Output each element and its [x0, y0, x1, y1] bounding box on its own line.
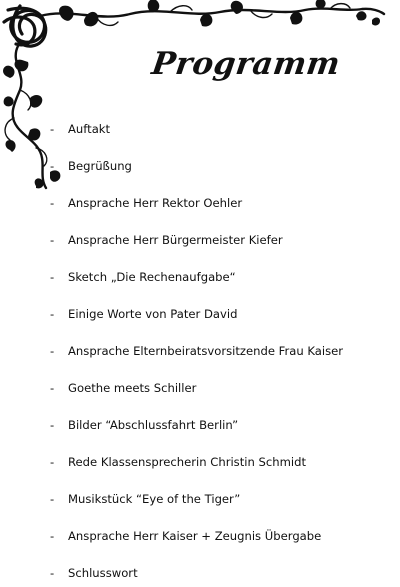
list-item-text: Sketch „Die Rechenaufgabe“ — [68, 270, 236, 284]
list-dash: - — [50, 344, 55, 358]
list-item — [50, 267, 236, 287]
list-dash: - — [50, 566, 55, 580]
list-item — [50, 563, 138, 583]
list-item-text: Einige Worte von Pater David — [68, 307, 238, 321]
list-item-text: Schlusswort — [68, 566, 138, 580]
list-dash: - — [50, 196, 55, 210]
list-item — [50, 230, 283, 250]
list-dash: - — [50, 159, 55, 173]
list-item — [50, 415, 238, 435]
list-item-text: Ansprache Herr Kaiser + Zeugnis Übergabe — [68, 529, 322, 543]
list-item — [50, 452, 306, 472]
list-item-text: Ansprache Herr Rektor Oehler — [68, 196, 243, 210]
list-item — [50, 304, 237, 324]
list-dash: - — [50, 233, 55, 247]
list-dash: - — [50, 529, 55, 543]
list-item-text: Rede Klassensprecherin Christin Schmidt — [68, 455, 307, 469]
list-item-text: Goethe meets Schiller — [68, 381, 197, 395]
list-dash: - — [50, 381, 55, 395]
list-item — [50, 489, 240, 509]
list-item — [50, 526, 321, 546]
list-item — [50, 156, 132, 176]
list-item-text: Ansprache Elternbeiratsvorsitzende Frau Kaiser — [68, 344, 344, 358]
list-item — [50, 341, 343, 361]
list-dash: - — [50, 418, 55, 432]
list-dash: - — [50, 492, 55, 506]
list-item — [50, 119, 110, 139]
list-item-text: Ansprache Herr Bürgermeister Kiefer — [68, 233, 283, 247]
page-title: Programm — [149, 46, 343, 82]
list-dash: - — [50, 270, 55, 284]
list-dash: - — [50, 455, 55, 469]
list-dash: - — [50, 122, 55, 136]
list-item-text: Bilder “Abschlussfahrt Berlin” — [68, 418, 239, 432]
list-item-text: Auftakt — [68, 122, 111, 136]
list-item — [50, 193, 242, 213]
list-item — [50, 378, 196, 398]
list-item-text: Begrüßung — [68, 159, 132, 173]
list-item-text: Musikstück “Eye of the Tiger” — [68, 492, 241, 506]
list-dash: - — [50, 307, 55, 321]
